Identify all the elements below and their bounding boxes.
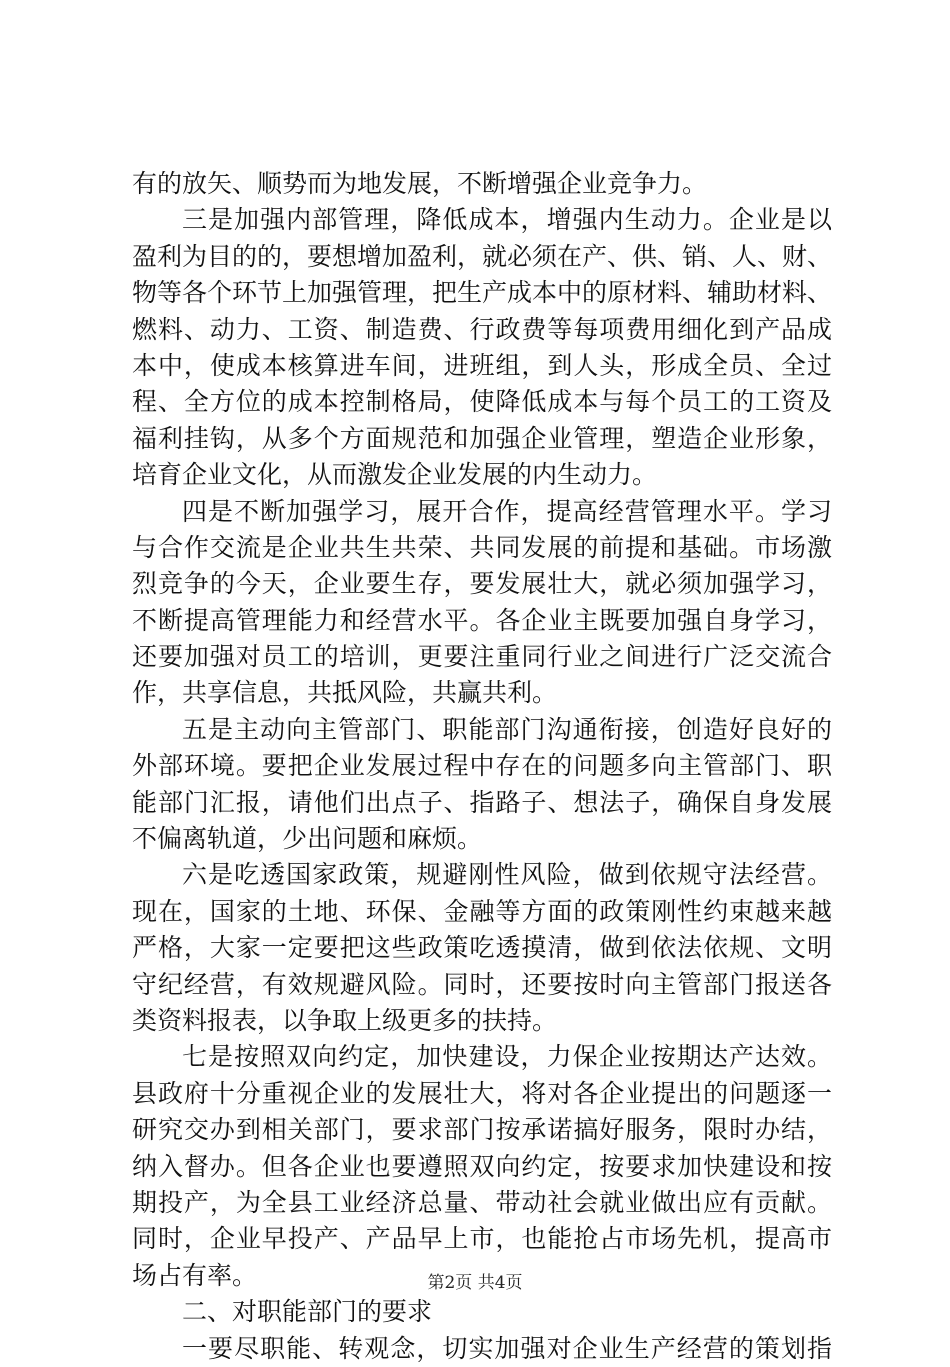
text-line: 不断提高管理能力和经营水平。各企业主既要加强自身学习， <box>132 605 832 635</box>
document-body <box>132 166 832 1367</box>
text-line: 有的放矢、顺势而为地发展，不断增强企业竞争力。 <box>132 169 708 198</box>
text-line: 作，共享信息，共抵风险，共赢共利。 <box>132 678 558 708</box>
text-line: 外部环境。要把企业发展过程中存在的问题多向主管部门、职 <box>132 751 832 781</box>
text-line: 盈利为目的的，要想增加盈利，就必须在产、供、销、人、财、 <box>132 241 833 271</box>
text-line: 能部门汇报，请他们出点子、指路子、想法子，确保自身发展 <box>132 787 832 817</box>
text-line: 本中，使成本核算进车间，进班组，到人头，形成全员、全过 <box>132 350 832 380</box>
text-line: 四是不断加强学习，展开合作，提高经营管理水平。学习 <box>182 496 832 526</box>
text-line: 烈竞争的今天，企业要生存，要发展壮大，就必须加强学习， <box>132 569 832 599</box>
text-line: 期投产，为全县工业经济总量、带动社会就业做出应有贡献。 <box>132 1187 832 1217</box>
text-line: 纳入督办。但各企业也要遵照双向约定，按要求加快建设和按 <box>132 1151 832 1181</box>
text-line: 守纪经营，有效规避风险。同时，还要按时向主管部门报送各 <box>132 969 832 999</box>
text-line: 现在，国家的土地、环保、金融等方面的政策刚性约束越来越 <box>132 896 832 926</box>
text-line: 七是按照双向约定，加快建设，力保企业按期达产达效。 <box>182 1042 832 1072</box>
text-line: 研究交办到相关部门，要求部门按承诺搞好服务，限时办结， <box>132 1115 832 1145</box>
page-footer <box>0 1268 950 1293</box>
text-line: 二、对职能部门的要求 <box>182 1297 433 1327</box>
text-line: 福利挂钩，从多个方面规范和加强企业管理，塑造企业形象， <box>132 423 832 453</box>
text-line: 还要加强对员工的培训，更要注重同行业之间进行广泛交流合 <box>132 642 832 672</box>
text-line: 与合作交流是企业共生共荣、共同发展的前提和基础。市场激 <box>132 532 832 562</box>
text-line: 五是主动向主管部门、职能部门沟通衔接，创造好良好的 <box>182 714 832 744</box>
text-line: 不偏离轨道，少出问题和麻烦。 <box>132 824 483 854</box>
text-line: 类资料报表，以争取上级更多的扶持。 <box>132 1005 558 1035</box>
text-line: 程、全方位的成本控制格局，使降低成本与每个员工的工资及 <box>132 387 832 417</box>
text-line: 县政府十分重视企业的发展壮大，将对各企业提出的问题逐一 <box>132 1078 832 1108</box>
text-line: 场占有率。 <box>132 1260 258 1290</box>
text-line: 培育企业文化，从而激发企业发展的内生动力。 <box>132 460 658 490</box>
text-line: 燃料、动力、工资、制造费、行政费等每项费用细化到产品成 <box>132 314 832 344</box>
text-line: 严格，大家一定要把这些政策吃透摸清，做到依法依规、文明 <box>132 933 832 963</box>
text-line: 一要尽职能、转观念，切实加强对企业生产经营的策划指 <box>182 1333 832 1363</box>
page-number-label: 第2页 共4页 <box>427 1273 523 1293</box>
text-line: 六是吃透国家政策，规避刚性风险，做到依规守法经营。 <box>182 860 832 890</box>
text-line: 物等各个环节上加强管理，把生产成本中的原材料、辅助材料、 <box>132 278 833 308</box>
text-line: 三是加强内部管理，降低成本，增强内生动力。企业是以 <box>182 205 832 235</box>
text-line: 同时，企业早投产、产品早上市，也能抢占市场先机，提高市 <box>132 1224 832 1254</box>
